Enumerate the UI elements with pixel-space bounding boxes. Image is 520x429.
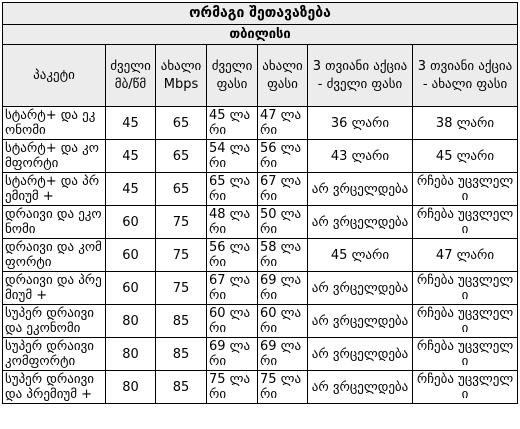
cell-new-speed: 75 <box>156 206 207 239</box>
cell-new-price: 69 ლარი <box>258 272 308 305</box>
cell-new-speed: 85 <box>156 371 207 404</box>
cell-new-speed: 65 <box>156 107 207 140</box>
cell-new-speed: 65 <box>156 140 207 173</box>
table-row <box>3 338 518 371</box>
cell-promo-new-price: რჩება უცვლელი <box>413 206 518 239</box>
cell-promo-new-price: 45 ლარი <box>413 140 518 173</box>
table-title: ორმაგი შეთავაზება <box>3 3 518 25</box>
cell-promo-new-price: 38 ლარი <box>413 107 518 140</box>
cell-new-price: 58 ლარი <box>258 239 308 272</box>
cell-promo-new-price: რჩება უცვლელი <box>413 173 518 206</box>
cell-package: სტარტ+ და კომფორტი <box>3 140 106 173</box>
cell-promo-old-price: 43 ლარი <box>308 140 413 173</box>
cell-old-speed: 60 <box>106 272 156 305</box>
column-header-new-price: ახალი ფასი <box>258 45 308 107</box>
table-row <box>3 107 518 140</box>
cell-old-speed: 80 <box>106 305 156 338</box>
cell-new-price: 69 ლარი <box>258 338 308 371</box>
table-row <box>3 272 518 305</box>
cell-promo-old-price: არ ვრცელდება <box>308 305 413 338</box>
cell-new-speed: 75 <box>156 239 207 272</box>
city-subtitle: თბილისი <box>3 25 518 45</box>
cell-old-price: 45 ლარი <box>207 107 258 140</box>
cell-new-price: 56 ლარი <box>258 140 308 173</box>
cell-package: დრაივი და კომფორტი <box>3 239 106 272</box>
cell-promo-old-price: არ ვრცელდება <box>308 206 413 239</box>
table-row <box>3 173 518 206</box>
column-header-promo-old-price: 3 თვიანი აქცია - ძველი ფასი <box>308 45 413 107</box>
cell-new-speed: 85 <box>156 305 207 338</box>
column-header-package: პაკეტი <box>3 45 106 107</box>
cell-new-price: 47 ლარი <box>258 107 308 140</box>
cell-new-price: 50 ლარი <box>258 206 308 239</box>
table-row <box>3 206 518 239</box>
cell-new-speed: 75 <box>156 272 207 305</box>
cell-promo-old-price: არ ვრცელდება <box>308 173 413 206</box>
table-row <box>3 305 518 338</box>
column-header-old-speed: ძველი მბ/წმ <box>106 45 156 107</box>
cell-promo-old-price: არ ვრცელდება <box>308 338 413 371</box>
cell-old-price: 60 ლარი <box>207 305 258 338</box>
cell-new-price: 67 ლარი <box>258 173 308 206</box>
cell-package: სუპერ დრაივი კომფორტი <box>3 338 106 371</box>
cell-old-speed: 45 <box>106 107 156 140</box>
cell-package: დრაივი და პრემიუმ + <box>3 272 106 305</box>
column-header-new-speed: ახალი Mbps <box>156 45 207 107</box>
cell-promo-new-price: რჩება უცვლელი <box>413 338 518 371</box>
cell-promo-new-price: რჩება უცვლელი <box>413 371 518 404</box>
cell-promo-new-price: 47 ლარი <box>413 239 518 272</box>
cell-new-price: 60 ლარი <box>258 305 308 338</box>
cell-old-speed: 80 <box>106 338 156 371</box>
cell-promo-old-price: 45 ლარი <box>308 239 413 272</box>
cell-old-price: 67 ლარი <box>207 272 258 305</box>
cell-old-price: 48 ლარი <box>207 206 258 239</box>
table-row <box>3 140 518 173</box>
cell-promo-old-price: არ ვრცელდება <box>308 272 413 305</box>
cell-old-speed: 60 <box>106 206 156 239</box>
cell-package: სუპერ დრაივი და პრემიუმ + <box>3 371 106 404</box>
cell-old-speed: 60 <box>106 239 156 272</box>
table-row <box>3 371 518 404</box>
column-header-promo-new-price: 3 თვიანი აქცია - ახალი ფასი <box>413 45 518 107</box>
cell-package: სტარტ+ და პრემიუმ + <box>3 173 106 206</box>
cell-promo-new-price: რჩება უცვლელი <box>413 305 518 338</box>
cell-old-speed: 80 <box>106 371 156 404</box>
table-row <box>3 239 518 272</box>
cell-new-speed: 85 <box>156 338 207 371</box>
cell-old-price: 75 ლარი <box>207 371 258 404</box>
cell-promo-old-price: არ ვრცელდება <box>308 371 413 404</box>
cell-promo-old-price: 36 ლარი <box>308 107 413 140</box>
cell-old-speed: 45 <box>106 140 156 173</box>
cell-old-speed: 45 <box>106 173 156 206</box>
cell-promo-new-price: რჩება უცვლელი <box>413 272 518 305</box>
cell-old-price: 56 ლარი <box>207 239 258 272</box>
column-header-old-price: ძველი ფასი <box>207 45 258 107</box>
cell-old-price: 54 ლარი <box>207 140 258 173</box>
cell-old-price: 65 ლარი <box>207 173 258 206</box>
cell-new-speed: 65 <box>156 173 207 206</box>
cell-package: სუპერ დრაივი და ეკონომი <box>3 305 106 338</box>
cell-old-price: 69 ლარი <box>207 338 258 371</box>
cell-new-price: 75 ლარი <box>258 371 308 404</box>
offer-table <box>2 2 518 404</box>
cell-package: დრაივი და ეკონომი <box>3 206 106 239</box>
cell-package: სტარტ+ და ეკონომი <box>3 107 106 140</box>
